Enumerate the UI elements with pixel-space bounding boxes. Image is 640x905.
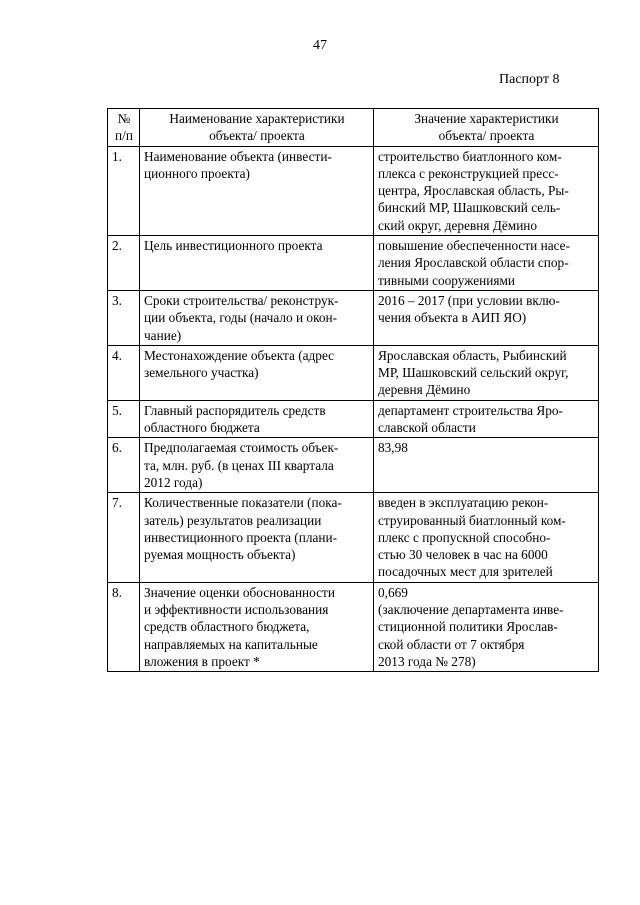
row-name: Главный распорядитель средств областного бюджета	[140, 400, 374, 438]
row-name: Наименование объекта (инвести- ционного проекта)	[140, 146, 374, 235]
row-number: 8.	[108, 582, 140, 671]
header-number: № п/п	[108, 109, 140, 147]
table-row	[108, 493, 599, 582]
row-number: 6.	[108, 438, 140, 493]
table-row	[108, 400, 599, 438]
header-characteristic-value: Значение характеристики объекта/ проекта	[374, 109, 599, 147]
table-row	[108, 146, 599, 235]
page-number: 47	[313, 38, 327, 53]
row-value: 2016 – 2017 (при условии вклю- чения объекта в АИП ЯО)	[374, 290, 599, 345]
row-name: Местонахождение объекта (адрес земельного участка)	[140, 345, 374, 400]
row-name: Предполагаемая стоимость объек- та, млн. руб. (в ценах III квартала 2012 года)	[140, 438, 374, 493]
table-row	[108, 236, 599, 291]
row-number: 1.	[108, 146, 140, 235]
table-header-row	[108, 109, 599, 147]
row-value: строительство биатлонного ком- плекса с реконструкцией пресс- центра, Ярославская область, Ры- бинский МР, Шашковский сель- ский округ, деревня Дёмино	[374, 146, 599, 235]
row-value: повышение обеспеченности насе- ления Ярославской области спор- тивными сооружениями	[374, 236, 599, 291]
row-name: Цель инвестиционного проекта	[140, 236, 374, 291]
row-value: введен в эксплуатацию рекон- струированный биатлонный ком- плекс с пропускной способно- стью 30 человек в час на 6000 посадочных мест для зрителей	[374, 493, 599, 582]
row-name: Количественные показатели (пока- затель) результатов реализации инвестиционного проекта (плани- руемая мощность объекта)	[140, 493, 374, 582]
row-value: 83,98	[374, 438, 599, 493]
row-name: Значение оценки обоснованности и эффективности использования средств областного бюджета, направляемых на капитальные вложения в проект *	[140, 582, 374, 671]
row-number: 3.	[108, 290, 140, 345]
table-body	[108, 146, 599, 672]
row-number: 7.	[108, 493, 140, 582]
row-number: 2.	[108, 236, 140, 291]
header-characteristic-name: Наименование характеристики объекта/ проекта	[140, 109, 374, 147]
row-value: 0,669 (заключение департамента инве- стиционной политики Ярослав- ской области от 7 октября 2013 года № 278)	[374, 582, 599, 671]
row-number: 4.	[108, 345, 140, 400]
table-row	[108, 582, 599, 671]
row-number: 5.	[108, 400, 140, 438]
passport-table	[107, 108, 599, 672]
table-row	[108, 290, 599, 345]
row-value: департамент строительства Яро- славской области	[374, 400, 599, 438]
row-name: Сроки строительства/ реконструк- ции объекта, годы (начало и окон- чание)	[140, 290, 374, 345]
table-header	[108, 109, 599, 147]
table-row	[108, 438, 599, 493]
row-value: Ярославская область, Рыбинский МР, Шашковский сельский округ, деревня Дёмино	[374, 345, 599, 400]
table-row	[108, 345, 599, 400]
passport-label: Паспорт 8	[499, 72, 560, 87]
